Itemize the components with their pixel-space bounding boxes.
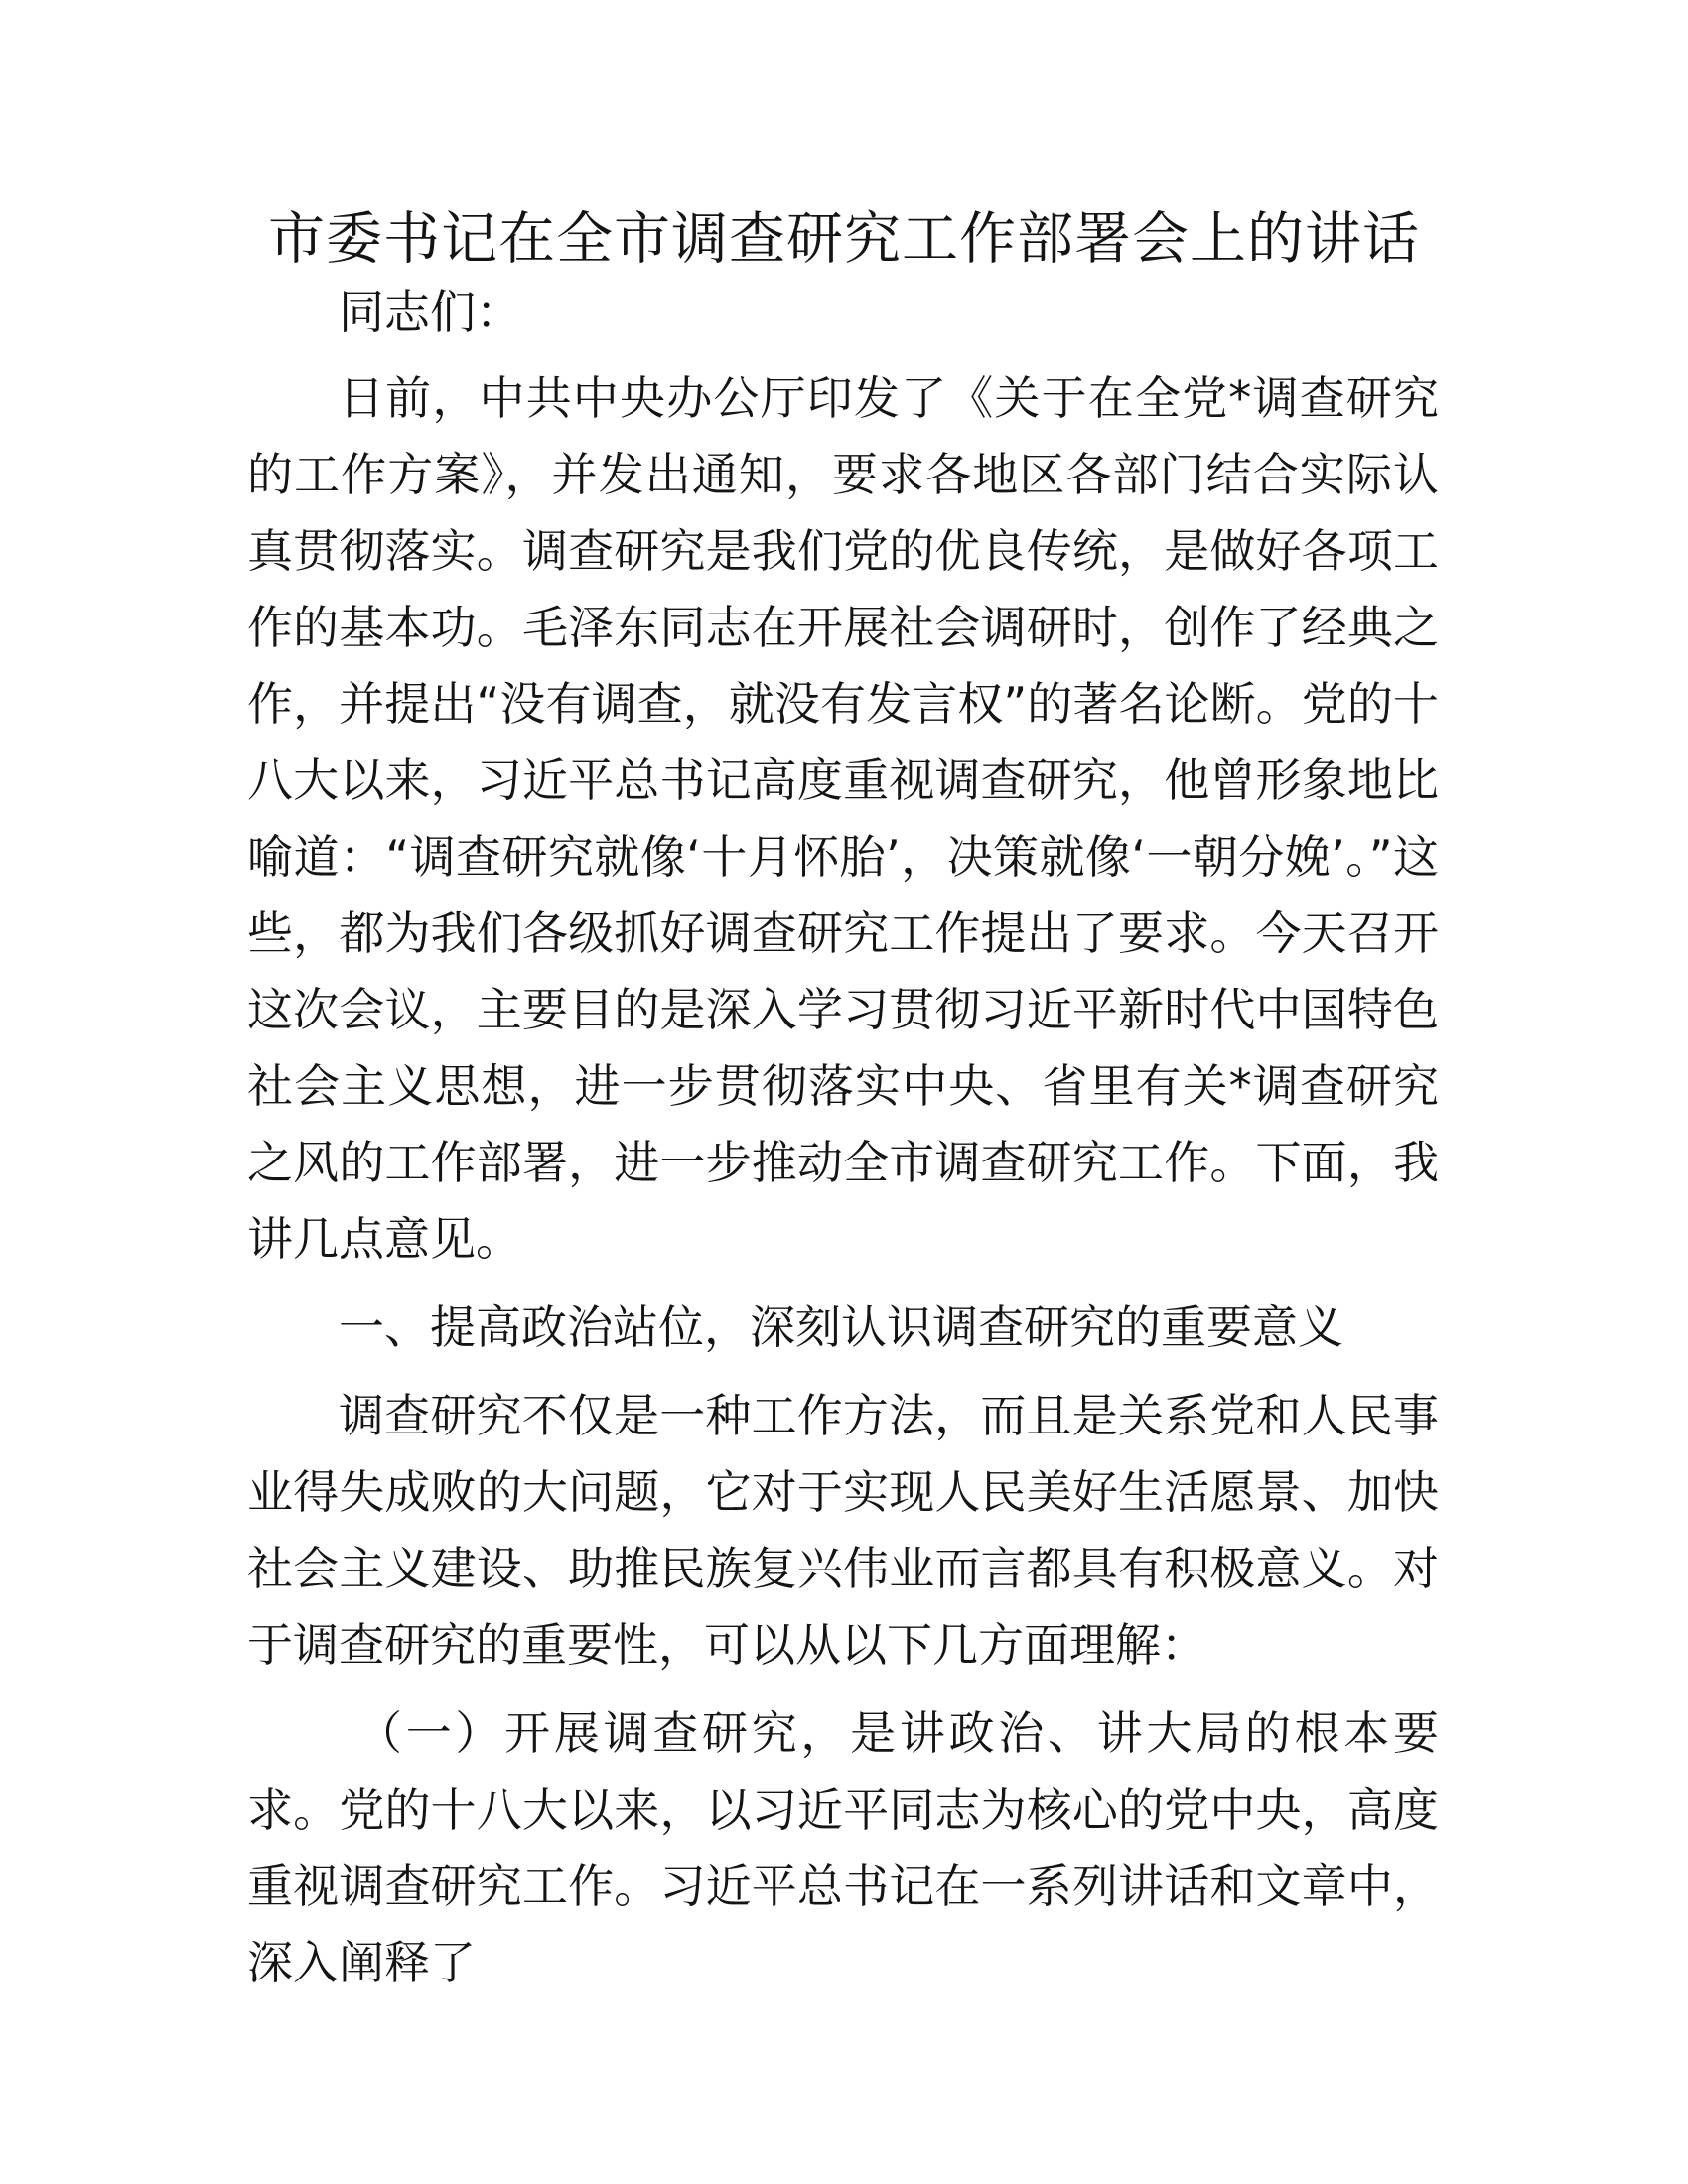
paragraph-subpoint-1: （一）开展调查研究，是讲政治、讲大局的根本要求。党的十八大以来，以习近平同志为核心的党中央，高度重视调查研究工作。习近平总书记在一系列讲话和文章中，深入阐释了 [247,1706,1439,1989]
document-title: 市委书记在全市调查研究工作部署会上的讲话 [268,206,1420,272]
document-body [247,274,1439,2001]
salutation: 同志们： [339,285,521,339]
section-heading-1: 一、提高政治站位，深刻认识调查研究的重要意义 [339,1300,1343,1354]
paragraph-importance: 调查研究不仅是一种工作方法，而且是关系党和人民事业得失成败的大问题，它对于实现人民美好生活愿景、加快社会主义建设、助推民族复兴伟业而言都具有积极意义。对于调查研究的重要性，可以从以下几方面理解： [247,1389,1439,1672]
paragraph-intro: 日前，中共中央办公厅印发了《关于在全党*调查研究的工作方案》，并发出通知，要求各地区各部门结合实际认真贯彻落实。调查研究是我们党的优良传统，是做好各项工作的基本功。毛泽东同志在开展社会调研时，创作了经典之作，并提出“没有调查，就没有发言权”的著名论断。党的十八大以来，习近平总书记高度重视调查研究，他曾形象地比喻道：“调查研究就像‘十月怀胎’，决策就像‘一朝分娩’。”这些，都为我们各级抓好调查研究工作提出了要求。今天召开这次会议，主要目的是深入学习贯彻习近平新时代中国特色社会主义思想，进一步贯彻落实中央、省里有关*调查研究之风的工作部署，进一步推动全市调查研究工作。下面，我讲几点意见。 [247,371,1439,1266]
